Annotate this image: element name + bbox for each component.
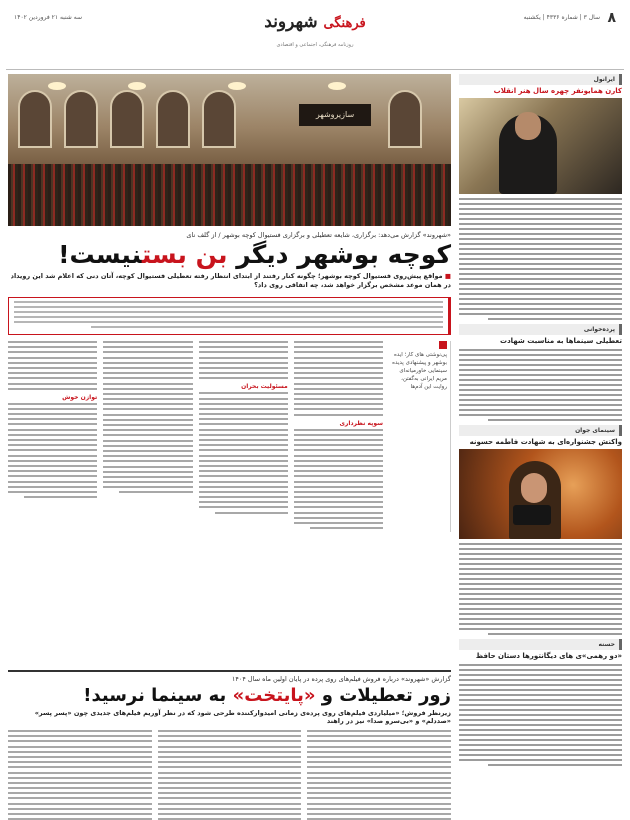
section-label: ایرانول — [459, 74, 622, 85]
section-label: سینمای جوان — [459, 425, 622, 436]
lead-text: مواقع پیش‌روی فستیوال کوچه بوشهر؛ چگونه کنار رفتند از ابتدای انتظار رفته تعطیلی فستیوال کوچه، آتان دنی که اعلام شد این رویداد در همان موعد مشخص برگزار خواهد شد، چه اتفاقی روی داد؟ — [10, 271, 451, 290]
headline-highlight: «پایتخت» — [232, 685, 316, 706]
headline-part: کوچه بوشهر دیگر — [236, 240, 451, 269]
section-title: واکنش جشنواره‌ای به شهادت فاطمه حسونه — [469, 438, 622, 446]
portrait-photo — [459, 98, 622, 194]
column — [8, 730, 152, 820]
body-text — [459, 349, 622, 421]
article-lead — [8, 272, 451, 292]
headline-highlight: بن بست — [141, 240, 228, 269]
hero-photo — [8, 74, 451, 226]
right-section-4 — [459, 639, 622, 766]
crowd — [8, 164, 451, 226]
section-label: حسنه — [459, 639, 622, 650]
newspaper-logo — [264, 12, 365, 32]
page-number: ۸ — [607, 10, 616, 26]
right-section-1 — [459, 74, 622, 320]
issue-date: سه شنبه ۲۱ فروردین ۱۴۰۲ — [14, 14, 82, 21]
column — [103, 341, 192, 532]
headline-end: نیست! — [58, 240, 142, 269]
subheading: سوپه نظرداری — [339, 419, 383, 427]
logo-section: فرهنگی — [323, 16, 366, 31]
logo-main: شهروند — [264, 12, 318, 32]
masthead — [6, 6, 624, 70]
column — [199, 341, 288, 532]
section-label: پرده‌خوانی — [459, 324, 622, 335]
second-article — [8, 670, 451, 820]
person-face — [515, 112, 541, 140]
article-columns — [8, 341, 451, 532]
article-columns — [8, 730, 451, 820]
right-section-3 — [459, 425, 622, 635]
section-title: «دو رهمی»ی های دیگانتورها دستان حافظ — [475, 652, 622, 660]
photographer-photo — [459, 449, 622, 539]
article-kicker: «شهروند» ‌گزارش می‌دهد: برگزاری، شایعه تعطیلی و برگزاری فستیوال کوچه بوشهر / از گلف نای — [186, 231, 451, 239]
section-title: تعطیلی سینماها به مناسبت شهادت — [500, 337, 622, 345]
photo-caption-box — [389, 341, 451, 532]
subheading: توازن خوش — [62, 393, 98, 401]
tagline: روزنامه فرهنگی، اجتماعی و اقتصادی — [276, 42, 354, 48]
section-title: کارن همایونفر چهره سال هنر انقلاب — [493, 87, 622, 95]
column — [8, 341, 97, 532]
caption-marker-icon — [439, 341, 447, 349]
hall-banner: سازیروشهر — [299, 104, 371, 126]
camera-icon — [513, 505, 551, 525]
article-headline — [8, 241, 451, 269]
column — [158, 730, 302, 820]
right-column — [459, 74, 622, 812]
person-face — [521, 473, 547, 503]
bullet-icon: ■ — [442, 271, 451, 280]
article-kicker: گزارش «شهروند» درباره فروش فیلم‌های روی پرده در پایان اولین ماه سال ۱۴۰۴ — [231, 675, 451, 683]
headline-end: به سینما نرسید! — [83, 685, 227, 706]
issue-info: سال ۳ | شماره ۴۳۳۶ | یکشنبه — [523, 14, 600, 21]
right-section-2 — [459, 324, 622, 421]
column — [294, 341, 383, 532]
body-text — [459, 664, 622, 766]
body-text — [459, 543, 622, 635]
article-lead: زیرنظر فروش؛ «میلیاردی فیلم‌های روی پرده‌ی زمانی امیدوارکننده طرحی شود که در نظر آوریم فیلم‌های جدیدی چون «پسر پسر» «صددلم» و «بی‌سرو صدا» نیز در راهند — [34, 709, 451, 725]
headline-part: زور تعطیلات و — [321, 685, 451, 706]
highlight-box — [8, 297, 451, 335]
body-text — [459, 198, 622, 320]
column — [307, 730, 451, 820]
subheading: مسئولیت بحران — [241, 383, 288, 391]
caption-text: پی‌نوشتی های کار؛ ایده بوشهر و پیشنهادی پدیده سینمایی خاورمیانه‌ای مریم ایرانی به‌گفتن، روایت این آدم‌ها — [392, 352, 447, 390]
article-headline — [8, 685, 451, 706]
main-column — [8, 74, 451, 812]
